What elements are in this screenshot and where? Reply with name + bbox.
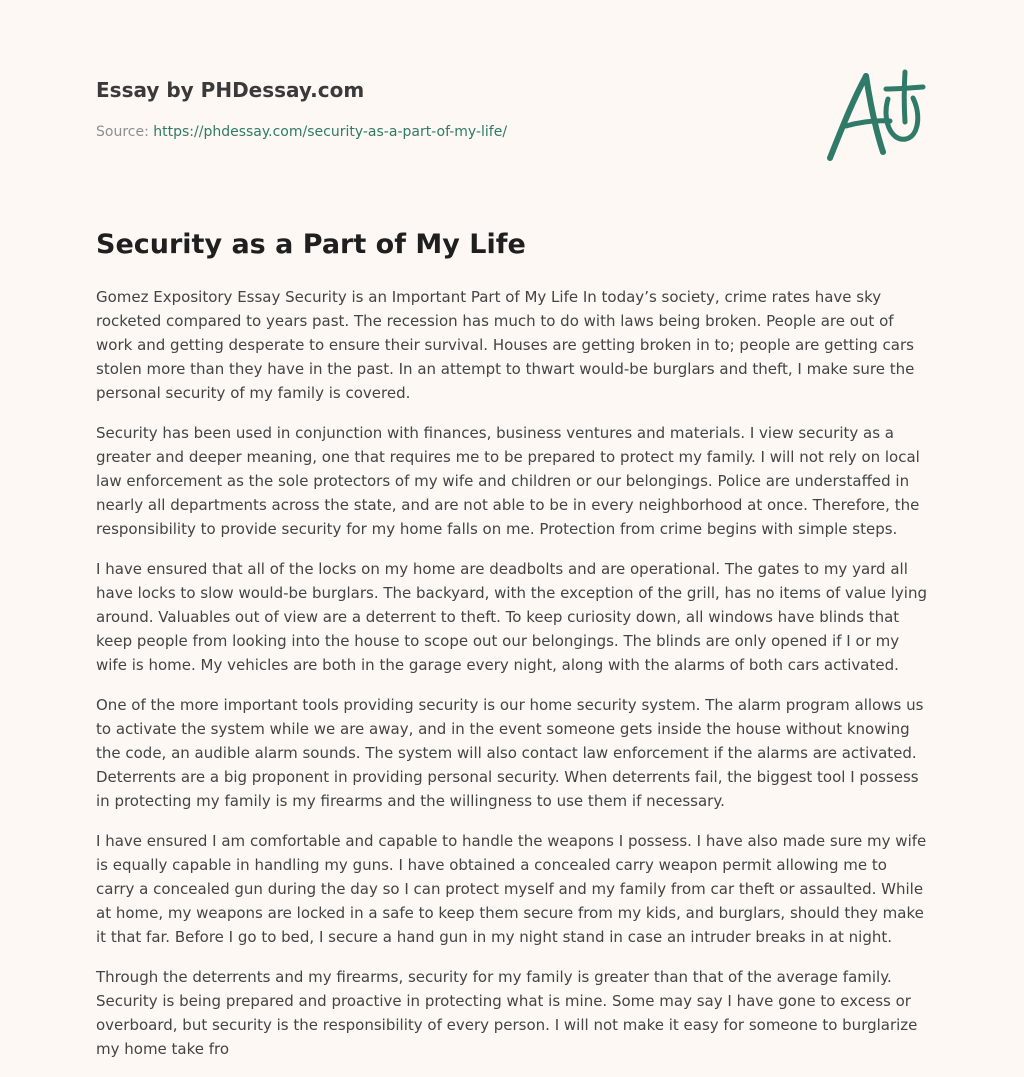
essay-body	[96, 285, 928, 1077]
source-link[interactable]: https://phdessay.com/security-as-a-part-of-my-life/	[153, 124, 508, 140]
paragraph: Security has been used in conjunction with finances, business ventures and materials. I view security as a greater and deeper meaning, one that requires me to be prepared to protect my family. I will not rely on local law enforcement as the sole protectors of my wife and children or our belongings. Police are understaffed in nearly all departments across the state, and are not able to be in every neighborhood at once. Therefore, the responsibility to provide security for my home falls on me. Protection from crime begins with simple steps.	[96, 424, 920, 538]
site-title: Essay by PHDessay.com	[96, 78, 365, 102]
a-plus-logo-icon	[820, 66, 930, 166]
source-label: Source:	[96, 124, 154, 140]
paragraph: Gomez Expository Essay Security is an Important Part of My Life In today’s society, crime rates have sky rocketed compared to years past. The recession has much to do with laws being broken. People are out of work and getting desperate to ensure their survival. Houses are getting broken in to; people are getting cars stolen more than they have in the past. In an attempt to thwart would-be burglars and theft, I make sure the personal security of my family is covered.	[96, 288, 915, 402]
source-line	[96, 122, 796, 142]
paragraph: One of the more important tools providing security is our home security system. The alarm program allows us to activate the system while we are away, and in the event someone gets inside the house without knowing the code, an audible alarm sounds. The system will also contact law enforcement if the alarms are activated. Deterrents are a big proponent in providing personal security. When deterrents fail, the biggest tool I possess in protecting my family is my firearms and the willingness to use them if necessary.	[96, 696, 924, 810]
paragraph: I have ensured that all of the locks on my home are deadbolts and are operational. The gates to my yard all have locks to slow would-be burglars. The backyard, with the exception of the grill, has no items of value lying around. Valuables out of view are a deterrent to theft. To keep curiosity down, all windows have blinds that keep people from looking into the house to scope out our belongings. The blinds are only opened if I or my wife is home. My vehicles are both in the garage every night, along with the alarms of both cars activated.	[96, 560, 927, 674]
paragraph: I have ensured I am comfortable and capable to handle the weapons I possess. I have also made sure my wife is equally capable in handling my guns. I have obtained a concealed carry weapon permit allowing me to carry a concealed gun during the day so I can protect myself and my family from car theft or assaulted. While at home, my weapons are locked in a safe to keep them secure from my kids, and burglars, should they make it that far. Before I go to bed, I secure a hand gun in my night stand in case an intruder breaks in at night.	[96, 832, 927, 946]
essay-title: Security as a Part of My Life	[96, 229, 526, 260]
header	[96, 76, 796, 142]
paragraph: Through the deterrents and my firearms, security for my family is greater than that of the average family. Security is being prepared and proactive in protecting what is mine. Some may say I have gone to excess or overboard, but security is the responsibility of every person. I will not make it easy for someone to burglarize my home take fro	[96, 968, 918, 1058]
